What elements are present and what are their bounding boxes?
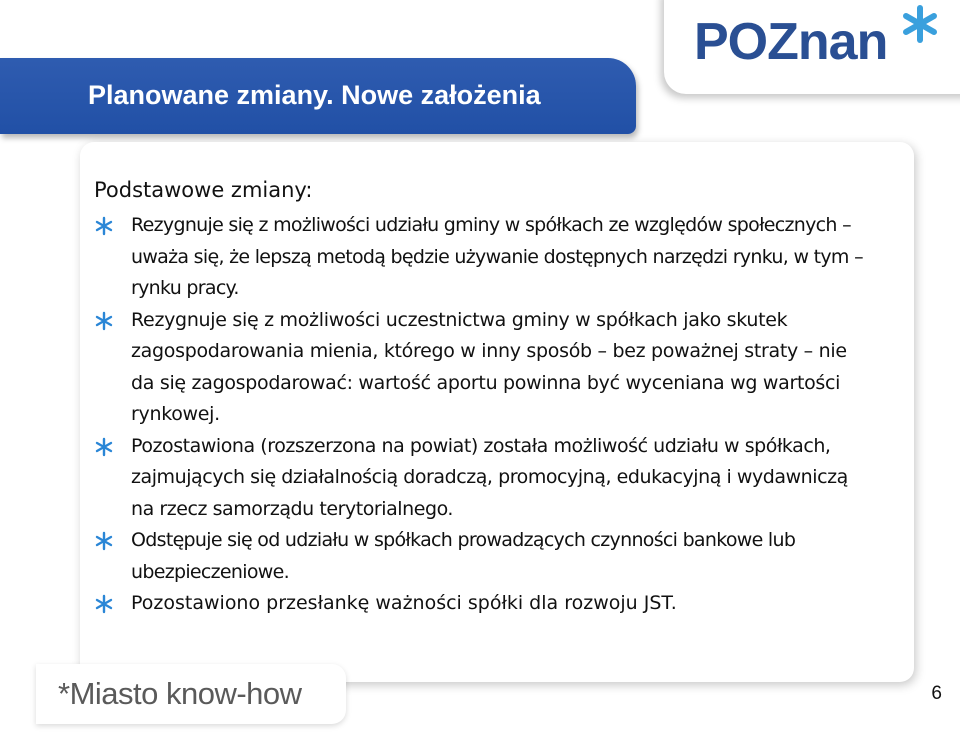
title-banner <box>0 58 636 134</box>
logo-panel <box>664 0 960 94</box>
content-area <box>94 176 864 620</box>
footer-panel <box>36 664 346 724</box>
asterisk-icon <box>94 437 114 457</box>
slide-title: Planowane zmiany. Nowe założenia <box>88 80 541 110</box>
bullet-text: Rezygnuje się z możliwości udziału gminy w spółkach ze względów społecznych – uważa się, że lepszą metodą będzie używanie dostępnych narzędzi rynku, w tym – rynku pracy. <box>131 214 863 299</box>
bullet-list <box>94 210 864 620</box>
asterisk-icon <box>94 531 114 551</box>
asterisk-icon <box>900 4 940 44</box>
asterisk-icon <box>94 216 114 236</box>
page-number: 6 <box>931 683 942 704</box>
list-item <box>94 210 864 305</box>
list-item <box>94 525 864 588</box>
lead-text: Podstawowe zmiany: <box>94 178 313 202</box>
bullet-text: Pozostawiona (rozszerzona na powiat) została możliwość udziału w spółkach, zajmujących się działalnością doradczą, promocyjną, edukacyjną i wydawniczą na rzecz samorządu terytorialnego. <box>131 434 848 520</box>
asterisk-icon <box>94 311 114 331</box>
poznan-logo: POZnan <box>694 13 888 71</box>
bullet-text: Rezygnuje się z możliwości uczestnictwa gminy w spółkach jako skutek zagospodarowania mienia, którego w inny sposób – bez poważnej straty – nie da się zagospodarować: wartość aportu powinna być wyceniana wg wartości rynkowej. <box>131 308 847 425</box>
bullet-text: Odstępuje się od udziału w spółkach prowadzących czynności bankowe lub ubezpieczeniowe. <box>131 529 796 583</box>
list-item <box>94 431 864 526</box>
list-item <box>94 305 864 431</box>
bullet-text: Pozostawiono przesłankę ważności spółki dla rozwoju JST. <box>131 592 677 614</box>
asterisk-icon <box>94 594 114 614</box>
list-item <box>94 588 864 620</box>
footer-slogan: *Miasto know-how <box>58 676 302 711</box>
